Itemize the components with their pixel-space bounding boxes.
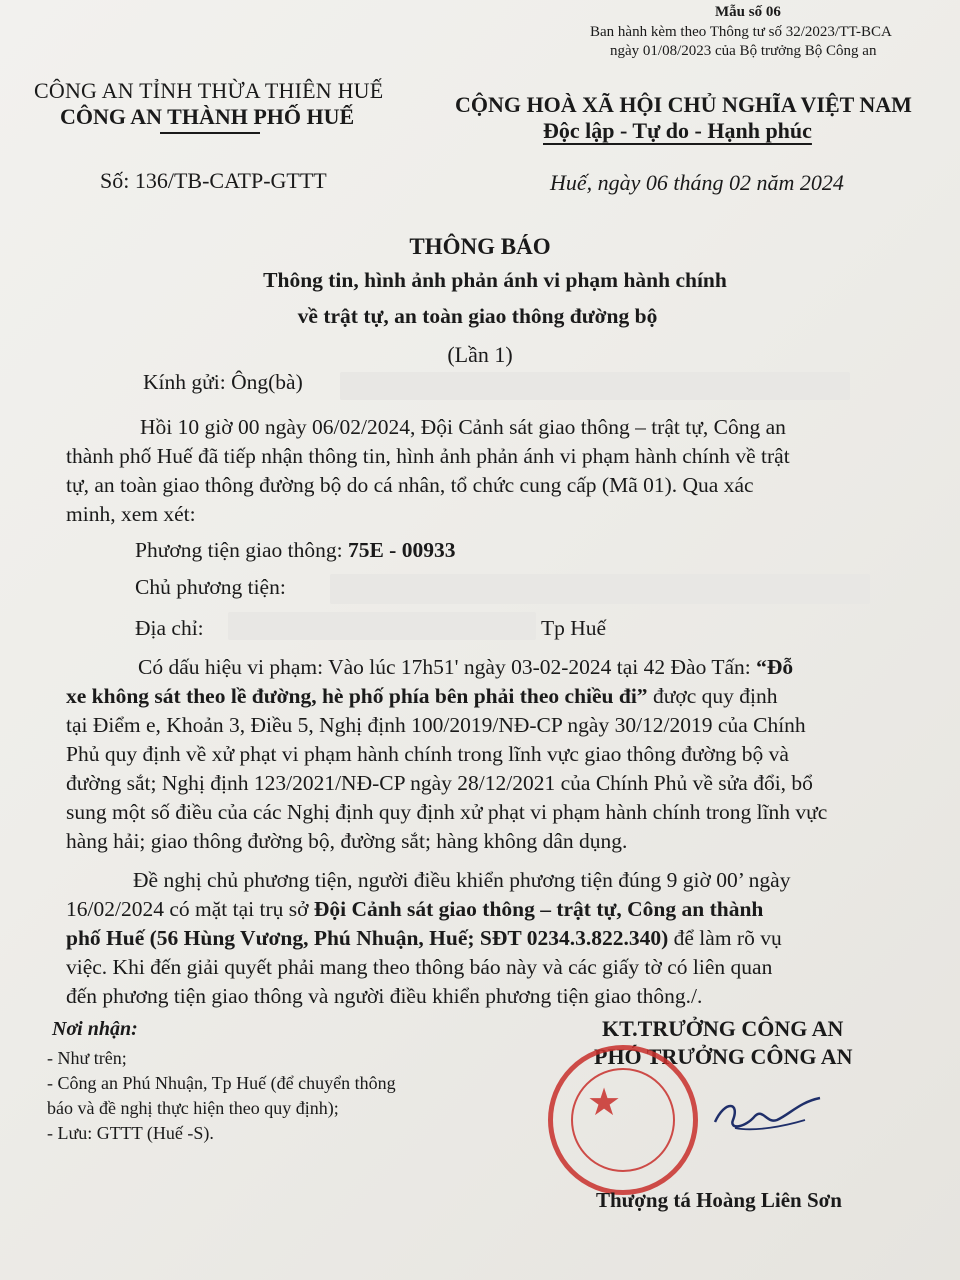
request-location: Đội Cảnh sát giao thông – trật tự, Công an thành (313, 897, 764, 921)
paragraph-line (66, 897, 763, 922)
document-number: Số: 136/TB-CATP-GTTT (100, 168, 327, 193)
request-location: phố Huế (56 Hùng Vương, Phú Nhuận, Huế; SĐT 0234.3.822.340) (66, 926, 669, 950)
vehicle-line (135, 538, 455, 563)
agency-parent: CÔNG AN TỈNH THỪA THIÊN HUẾ (34, 78, 384, 103)
paragraph-line: Hồi 10 giờ 00 ngày 06/02/2024, Đội Cảnh sát giao thông – trật tự, Công an (140, 415, 786, 439)
paragraph-line (66, 684, 777, 709)
recipient-item: - Lưu: GTTT (Huế -S). (47, 1123, 214, 1143)
violation-quote: “Đỗ (756, 655, 794, 679)
agency-name: CÔNG AN THÀNH PHỐ HUẾ (60, 104, 355, 129)
owner-label: Chủ phương tiện: (135, 575, 286, 599)
place-date: Huế, ngày 06 tháng 02 năm 2024 (550, 170, 844, 195)
violation-text: Có dấu hiệu vi phạm: Vào lúc 17h51' ngày 03-02-2024 tại 42 Đào Tấn: (138, 655, 757, 679)
paragraph-line: sung một số điều của các Nghị định quy định xử phạt vi phạm hành chính trong lĩnh vực (66, 800, 828, 824)
paragraph-line: đường sắt; Nghị định 123/2021/NĐ-CP ngày 28/12/2021 của Chính Phủ về sửa đổi, bổ (66, 771, 813, 795)
document-subtitle: về trật tự, an toàn giao thông đường bộ (297, 304, 658, 328)
national-title: CỘNG HOÀ XÃ HỘI CHỦ NGHĨA VIỆT NAM (455, 92, 912, 117)
violation-quote: xe không sát theo lề đường, hè phố phía bên phải theo chiều đi” (66, 684, 648, 708)
paragraph-line: thành phố Huế đã tiếp nhận thông tin, hình ảnh phản ánh vi phạm hành chính về trật (66, 444, 790, 468)
violation-text: được quy định (647, 684, 778, 708)
star-emblem-icon: ★ (587, 1082, 622, 1124)
paragraph-line: hàng hải; giao thông đường bộ, đường sắt; hàng không dân dụng. (66, 829, 628, 853)
paragraph-line: tại Điểm e, Khoản 3, Điều 5, Nghị định 100/2019/NĐ-CP ngày 30/12/2019 của Chính (66, 713, 806, 737)
signer-deputy-title: PHÓ TRƯỞNG CÔNG AN (594, 1044, 853, 1069)
vehicle-label: Phương tiện giao thông: (135, 538, 348, 562)
redacted-owner (330, 574, 870, 604)
paragraph-line: việc. Khi đến giải quyết phải mang theo thông báo này và các giấy tờ có liên quan (66, 955, 773, 979)
form-issued-line: ngày 01/08/2023 của Bộ trưởng Bộ Công an (610, 43, 877, 59)
notice-round: (Lần 1) (447, 342, 513, 367)
paragraph-line (138, 655, 793, 680)
form-issued-line: Ban hành kèm theo Thông tư số 32/2023/TT-BCA (590, 24, 892, 40)
signer-title: KT.TRƯỞNG CÔNG AN (602, 1016, 844, 1041)
redacted-name (340, 372, 850, 400)
recipient-item: - Công an Phú Nhuận, Tp Huế (để chuyển thông (47, 1073, 396, 1093)
national-motto: Độc lập - Tự do - Hạnh phúc (543, 118, 812, 143)
recipients-heading: Nơi nhận: (52, 1018, 138, 1040)
redacted-address (228, 612, 536, 640)
license-plate: 75E - 00933 (347, 538, 456, 562)
handwritten-signature (705, 1090, 825, 1140)
recipient-label: Kính gửi: Ông(bà) (143, 370, 303, 394)
paragraph-line: Đề nghị chủ phương tiện, người điều khiển phương tiện đúng 9 giờ 00’ ngày (133, 868, 791, 892)
document-title: THÔNG BÁO (409, 234, 551, 259)
form-number: Mẫu số 06 (715, 4, 781, 20)
paragraph-line (66, 926, 782, 951)
paragraph-line: minh, xem xét: (66, 502, 196, 526)
paragraph-line: đến phương tiện giao thông và người điều khiển phương tiện giao thông./. (66, 984, 703, 1008)
address-city: Tp Huế (541, 616, 607, 640)
recipient-item: báo và đề nghị thực hiện theo quy định); (47, 1098, 339, 1118)
address-label: Địa chỉ: (135, 616, 204, 640)
paragraph-line: Phủ quy định về xử phạt vi phạm hành chính trong lĩnh vực giao thông đường bộ và (66, 742, 789, 766)
request-text: để làm rõ vụ (668, 926, 782, 950)
signer-name: Thượng tá Hoàng Liên Sơn (596, 1188, 842, 1212)
paragraph-line: tự, an toàn giao thông đường bộ do cá nhân, tổ chức cung cấp (Mã 01). Qua xác (66, 473, 754, 497)
request-text: 16/02/2024 có mặt tại trụ sở (66, 897, 314, 921)
red-seal-stamp (548, 1045, 698, 1195)
document-subtitle: Thông tin, hình ảnh phản ánh vi phạm hành chính (263, 268, 727, 292)
recipient-item: - Như trên; (47, 1048, 127, 1068)
agency-divider (160, 132, 260, 134)
